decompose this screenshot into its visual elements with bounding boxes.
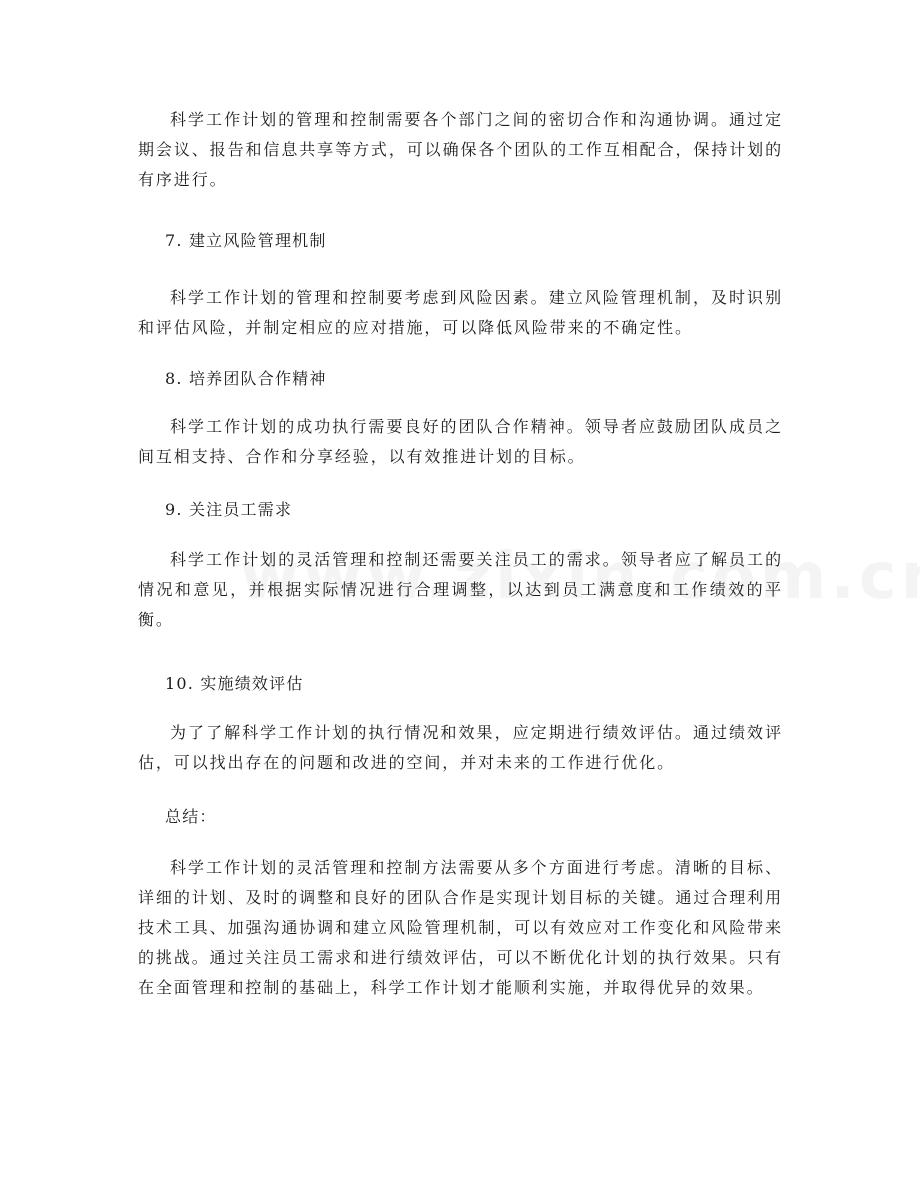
paragraph-risk — [138, 283, 783, 343]
paragraph-summary — [138, 853, 783, 1003]
heading-7-risk-management: 7. 建立风险管理机制 — [165, 231, 327, 250]
heading-9-staff-needs: 9. 关注员工需求 — [165, 500, 293, 519]
paragraph-coordination — [138, 105, 783, 195]
paragraph-text: 科学工作计划的成功执行需要良好的团队合作精神。领导者应鼓励团队成员之间互相支持、合作和分享经验，以有效推进计划的目标。 — [138, 417, 783, 466]
paragraph-text: 科学工作计划的管理和控制需要各个部门之间的密切合作和沟通协调。通过定期会议、报告和信息共享等方式，可以确保各个团队的工作互相配合，保持计划的有序进行。 — [138, 110, 783, 189]
paragraph-performance — [138, 718, 783, 778]
heading-summary: 总结： — [165, 807, 217, 826]
paragraph-team — [138, 412, 783, 472]
paragraph-text: 为了了解科学工作计划的执行情况和效果，应定期进行绩效评估。通过绩效评估，可以找出存在的问题和改进的空间，并对未来的工作进行优化。 — [138, 723, 783, 772]
heading-10-performance: 10. 实施绩效评估 — [165, 674, 304, 693]
paragraph-text: 科学工作计划的灵活管理和控制还需要关注员工的需求。领导者应了解员工的情况和意见，并根据实际情况进行合理调整，以达到员工满意度和工作绩效的平衡。 — [138, 550, 783, 629]
heading-8-team-spirit: 8. 培养团队合作精神 — [165, 369, 327, 388]
paragraph-text: 科学工作计划的管理和控制要考虑到风险因素。建立风险管理机制，及时识别和评估风险，并制定相应的应对措施，可以降低风险带来的不确定性。 — [138, 288, 783, 337]
paragraph-staff — [138, 545, 783, 635]
paragraph-text: 科学工作计划的灵活管理和控制方法需要从多个方面进行考虑。清晰的目标、详细的计划、及时的调整和良好的团队合作是实现计划目标的关键。通过合理利用技术工具、加强沟通协调和建立风险管理机制，可以有效应对工作变化和风险带来的挑战。通过关注员工需求和进行绩效评估，可以不断优化计划的执行效果。只有在全面管理和控制的基础上，科学工作计划才能顺利实施，并取得优异的效果。 — [138, 858, 783, 997]
